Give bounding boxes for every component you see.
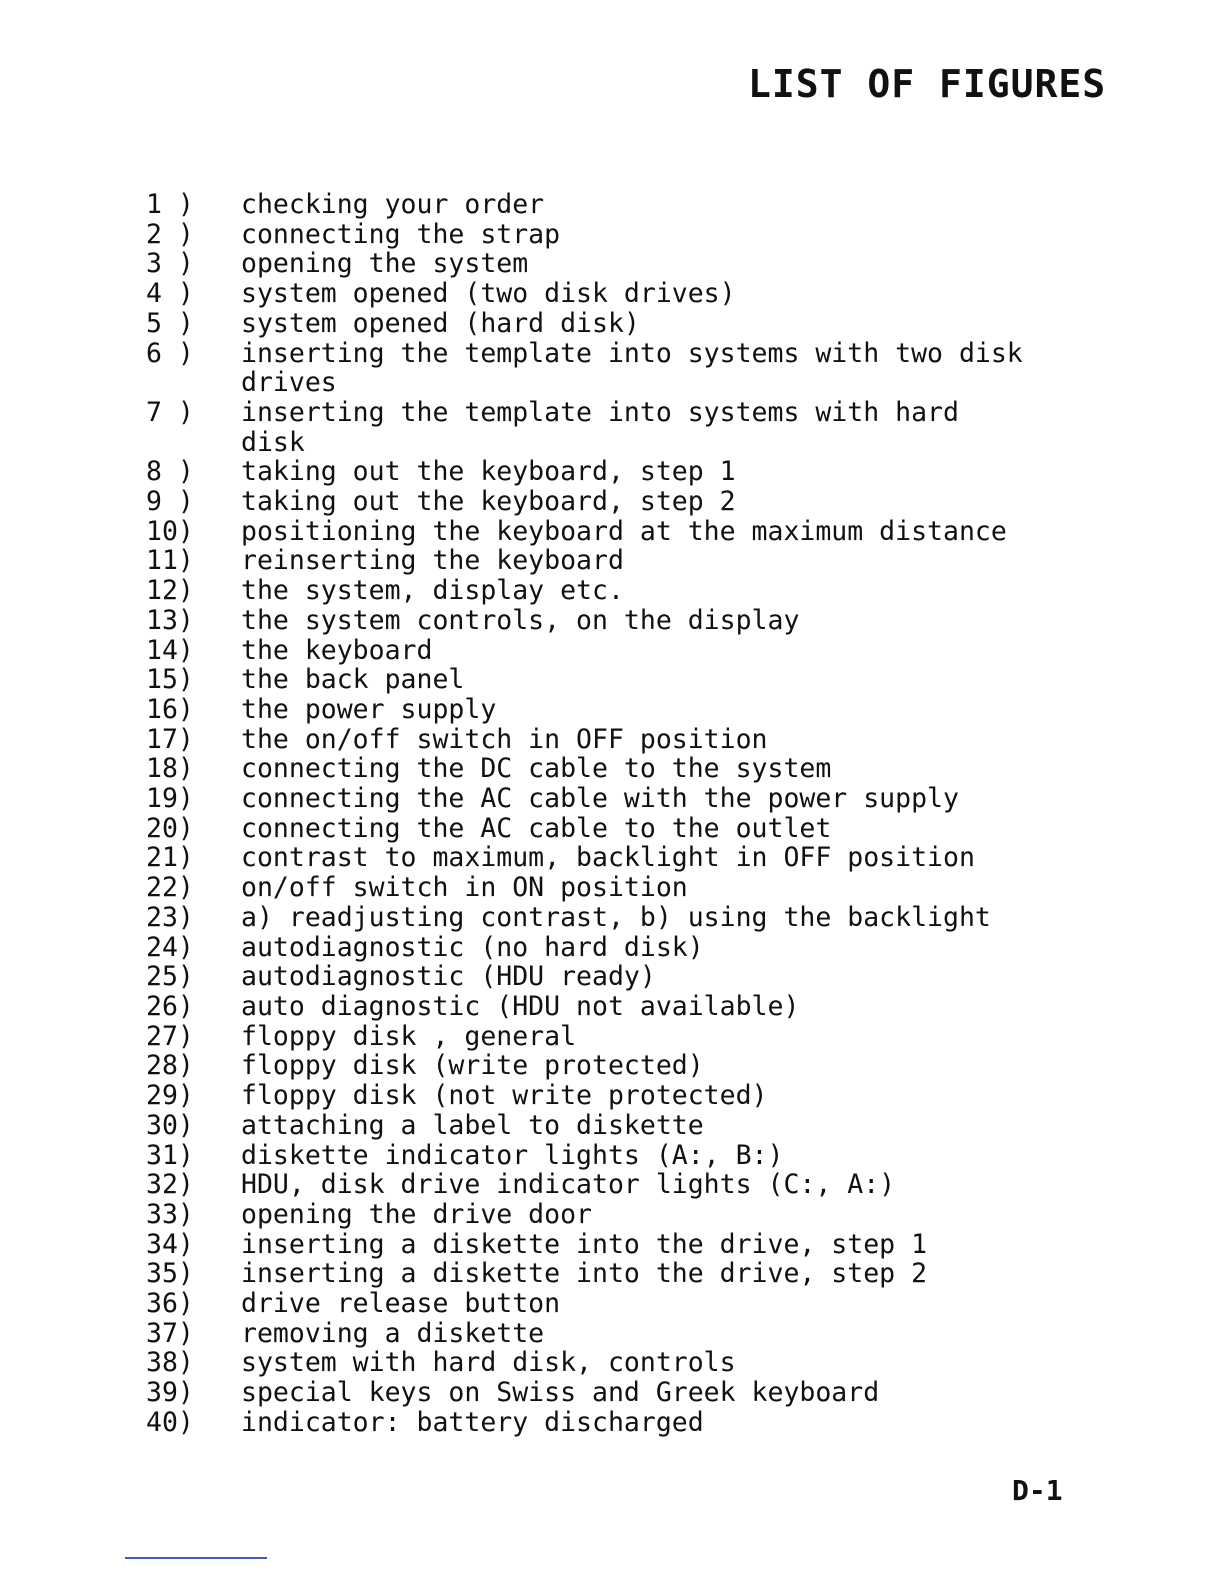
- figure-number: 17): [146, 723, 194, 755]
- figure-caption: removing a diskette: [241, 1317, 545, 1349]
- figure-caption: taking out the keyboard, step 2: [241, 486, 736, 518]
- figure-list-item: [146, 695, 1106, 725]
- figure-caption: HDU, disk drive indicator lights (C:, A:): [241, 1169, 896, 1201]
- figure-caption: contrast to maximum, backlight in OFF position: [241, 842, 975, 874]
- figure-list-item: [146, 220, 1106, 250]
- figure-list-item: [146, 517, 1106, 547]
- figure-list-item: [146, 606, 1106, 636]
- footer-rule: [125, 1557, 267, 1559]
- figure-caption: connecting the AC cable to the outlet: [241, 812, 832, 844]
- figure-caption: connecting the DC cable to the system: [241, 753, 832, 785]
- figure-number: 40): [146, 1406, 194, 1438]
- figure-caption: the system, display etc.: [241, 575, 624, 607]
- figure-number: 30): [146, 1109, 194, 1141]
- figure-caption: the on/off switch in OFF position: [241, 723, 768, 755]
- figure-number: 10): [146, 515, 194, 547]
- figure-caption: connecting the strap: [241, 218, 561, 250]
- figure-number: 19): [146, 783, 194, 815]
- figure-caption: taking out the keyboard, step 1: [241, 456, 736, 488]
- figure-number: 33): [146, 1198, 194, 1230]
- figure-caption: inserting a diskette into the drive, step 2: [241, 1258, 928, 1290]
- figure-number: 8 ): [146, 456, 194, 488]
- figure-caption: autodiagnostic (HDU ready): [241, 961, 656, 993]
- figure-number: 5 ): [146, 307, 194, 339]
- figure-number: 37): [146, 1317, 194, 1349]
- figure-number: 23): [146, 901, 194, 933]
- figure-caption: the power supply: [241, 693, 497, 725]
- figure-caption: diskette indicator lights (A:, B:): [241, 1139, 784, 1171]
- figure-list: [146, 190, 1106, 1438]
- figure-caption: on/off switch in ON position: [241, 872, 688, 904]
- figure-caption: autodiagnostic (no hard disk): [241, 931, 704, 963]
- figure-caption: system opened (two disk drives): [241, 278, 736, 310]
- figure-list-item: [146, 843, 1106, 873]
- figure-caption: the system controls, on the display: [241, 604, 800, 636]
- figure-caption: connecting the AC cable with the power supply: [241, 783, 959, 815]
- figure-caption: system with hard disk, controls: [241, 1347, 736, 1379]
- figure-caption: opening the system: [241, 248, 529, 280]
- figure-list-item: [146, 1408, 1106, 1438]
- figure-number: 38): [146, 1347, 194, 1379]
- figure-list-item: [146, 1111, 1106, 1141]
- figure-caption: floppy disk (not write protected): [241, 1080, 768, 1112]
- figure-list-item: [146, 903, 1106, 933]
- figure-caption: reinserting the keyboard: [241, 545, 624, 577]
- figure-caption: inserting a diskette into the drive, step 1: [241, 1228, 928, 1260]
- figure-number: 4 ): [146, 278, 194, 310]
- figure-number: 9 ): [146, 486, 194, 518]
- figure-list-item: [146, 1022, 1106, 1052]
- figure-list-item: [146, 873, 1106, 903]
- figure-list-item: [146, 1170, 1106, 1200]
- figure-list-item: [146, 457, 1106, 487]
- figure-number: 7 ): [146, 396, 194, 428]
- figure-list-item: [146, 249, 1106, 279]
- figure-list-item: [146, 1200, 1106, 1230]
- figure-number: 13): [146, 604, 194, 636]
- page-number: D-1: [1012, 1474, 1063, 1507]
- figure-list-item: [146, 487, 1106, 517]
- figure-number: 34): [146, 1228, 194, 1260]
- figure-caption: system opened (hard disk): [241, 307, 640, 339]
- figure-caption: drive release button: [241, 1288, 561, 1320]
- figure-list-item: [146, 309, 1106, 339]
- figure-list-item: [146, 636, 1106, 666]
- figure-number: 3 ): [146, 248, 194, 280]
- figure-list-item: [146, 754, 1106, 784]
- figure-list-item: [146, 1289, 1106, 1319]
- figure-number: 39): [146, 1377, 194, 1409]
- figure-caption: indicator: battery discharged: [241, 1406, 704, 1438]
- figure-list-item: [146, 1141, 1106, 1171]
- figure-list-item: [146, 962, 1106, 992]
- figure-list-item: [146, 398, 1106, 457]
- figure-number: 32): [146, 1169, 194, 1201]
- figure-number: 11): [146, 545, 194, 577]
- figure-list-item: [146, 339, 1106, 398]
- figure-list-item: [146, 1259, 1106, 1289]
- figure-list-item: [146, 784, 1106, 814]
- figure-number: 14): [146, 634, 194, 666]
- figure-list-item: [146, 725, 1106, 755]
- figure-number: 31): [146, 1139, 194, 1171]
- figure-number: 35): [146, 1258, 194, 1290]
- figure-number: 15): [146, 664, 194, 696]
- figure-number: 26): [146, 990, 194, 1022]
- figure-caption: positioning the keyboard at the maximum distance: [241, 515, 1007, 547]
- figure-caption: a) readjusting contrast, b) using the backlight: [241, 901, 991, 933]
- figure-caption: floppy disk (write protected): [241, 1050, 704, 1082]
- figure-number: 25): [146, 961, 194, 993]
- figure-caption: auto diagnostic (HDU not available): [241, 990, 800, 1022]
- figure-caption: the keyboard: [241, 634, 433, 666]
- figure-number: 22): [146, 872, 194, 904]
- figure-caption: attaching a label to diskette: [241, 1109, 704, 1141]
- figure-number: 12): [146, 575, 194, 607]
- figure-list-item: [146, 546, 1106, 576]
- figure-number: 16): [146, 693, 194, 725]
- figure-number: 18): [146, 753, 194, 785]
- figure-number: 28): [146, 1050, 194, 1082]
- figure-list-item: [146, 1051, 1106, 1081]
- figure-list-item: [146, 1081, 1106, 1111]
- figure-list-item: [146, 1319, 1106, 1349]
- figure-caption: special keys on Swiss and Greek keyboard: [241, 1377, 880, 1409]
- figure-number: 2 ): [146, 218, 194, 250]
- figure-number: 27): [146, 1020, 194, 1052]
- figure-number: 24): [146, 931, 194, 963]
- page-title: LIST OF FIGURES: [748, 62, 1107, 106]
- figure-list-item: [146, 933, 1106, 963]
- figure-number: 20): [146, 812, 194, 844]
- figure-list-item: [146, 576, 1106, 606]
- figure-list-item: [146, 279, 1106, 309]
- figure-number: 36): [146, 1288, 194, 1320]
- figure-list-item: [146, 1378, 1106, 1408]
- figure-list-item: [146, 992, 1106, 1022]
- figure-caption: inserting the template into systems with hard disk: [241, 396, 959, 458]
- figure-caption: opening the drive door: [241, 1198, 592, 1230]
- figure-caption: checking your order: [241, 189, 545, 220]
- figure-caption: floppy disk , general: [241, 1020, 577, 1052]
- figure-list-item: [146, 665, 1106, 695]
- figure-caption: inserting the template into systems with two disk drives: [241, 337, 1023, 399]
- figure-caption: the back panel: [241, 664, 465, 696]
- figure-list-item: [146, 814, 1106, 844]
- figure-number: 29): [146, 1080, 194, 1112]
- figure-list-item: [146, 1348, 1106, 1378]
- figure-number: 6 ): [146, 337, 194, 369]
- figure-list-item: [146, 190, 1106, 220]
- figure-number: 1 ): [146, 189, 194, 220]
- figure-number: 21): [146, 842, 194, 874]
- figure-list-item: [146, 1230, 1106, 1260]
